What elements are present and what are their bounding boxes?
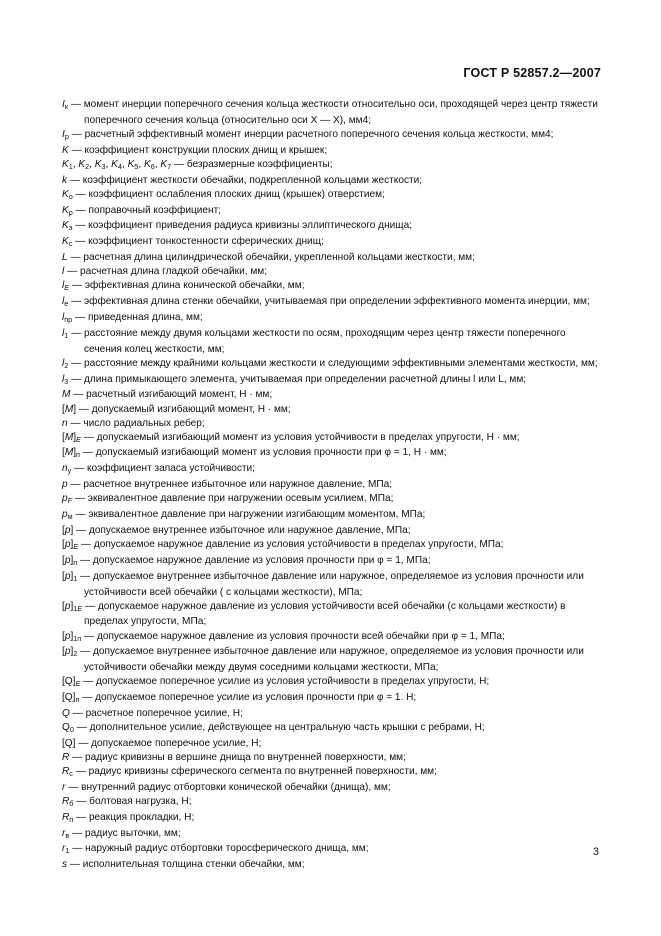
definition-item: $r_1$ — наружный радиус отбортовки торосферического днища, мм; — [62, 843, 369, 856]
definition-item: $R_п$ — реакция прокладки, Н; — [62, 811, 195, 824]
definition-item: $R_с$ — радиус кривизны сферического сегмента по внутренней поверхности, мм; — [62, 766, 437, 778]
definition-item: n — число радиальных ребер; — [62, 417, 205, 429]
definition-item: M — расчетный изгибающий момент, Н · мм; — [62, 389, 273, 401]
definition-item: s — исполнительная толщина стенки обечайки, мм; — [62, 859, 305, 871]
definition-item: L — расчетная длина цилиндрической обечайки, укрепленной кольцами жесткости, мм; — [62, 252, 475, 264]
definition-item: K — коэффициент конструкции плоских днищ и крышек; — [62, 144, 328, 156]
definition-item: $[p]_{1п}$ — допускаемое наружное давление из условия прочности всей обечайки при φ = 1, МПа; — [62, 630, 505, 643]
definition-item: $l_{пр}$ — приведенная длина, мм; — [62, 311, 203, 324]
definition-item: [Q]E — допускаемое поперечное усилие из условия устойчивости в пределах упругости, Н; — [62, 676, 490, 689]
definition-item: lE — эффективная длина конической обечайки, мм; — [62, 280, 305, 293]
definition-item: $[p]_2$ — допускаемое внутреннее избыточное давление или наружное, определяемое из условия прочности или устойчивости обечайки между двумя соседними кольцами жесткости, МПа; — [62, 646, 584, 674]
definition-item: k — коэффициент жесткости обечайки, подкрепленной кольцами жесткости; — [62, 174, 423, 186]
definition-item: $p_м$ — эквивалентное давление при нагружении изгибающим моментом, МПа; — [62, 509, 426, 521]
definition-item: [Q] — допускаемое поперечное усилие, Н; — [62, 737, 262, 749]
definition-item: $[M]_п$ — допускаемый изгибающий момент из условия прочности при φ = 1, Н · мм; — [62, 447, 447, 460]
definition-item: [p] — допускаемое внутреннее избыточное или наружное давление, МПа; — [62, 524, 411, 536]
definition-item: pF — эквивалентное давление при нагружении осевым усилием, МПа; — [62, 493, 394, 506]
definition-item: r — внутренний радиус отбортовки конической обечайки (днища), мм; — [62, 781, 391, 793]
definition-item: [p]E — допускаемое наружное давление из условия устойчивости в пределах упругости, МПа; — [62, 538, 504, 551]
definition-item: $I_к$ — момент инерции поперечного сечения кольца жесткости относительно оси, проходящей через центр тяжести поперечного сечения кольца (относительно оси X — X), мм4; — [62, 99, 598, 126]
definition-item: $R_б$ — болтовая нагрузка, Н; — [62, 795, 192, 808]
definition-item: $I_р$ — расчетный эффективный момент инерции расчетного поперечного сечения кольца жесткости, мм4; — [62, 128, 554, 141]
definition-item: $[p]_{1E}$ — допускаемое наружное давление из условия устойчивости всей обечайки (с кольцами жесткости) в пределах упругости, МПа; — [62, 600, 566, 628]
definition-item: $l_е$ — эффективная длина стенки обечайки, учитываемая при определении эффективного момента инерции, мм; — [62, 296, 590, 308]
definition-item: [M]E — допускаемый изгибающий момент из условия устойчивости в пределах упругости, Н · мм; — [62, 431, 520, 444]
definition-item: $[Q]_п$ — допускаемое поперечное усилие из условия прочности при φ = 1. Н; — [62, 692, 417, 704]
definition-item: $K_1$, $K_2$, $K_3$, $K_4$, $K_5$, $K_6$, $K_7$ — безразмерные коэффициенты; — [62, 158, 333, 171]
definition-item: $r_в$ — радиус выточки, мм; — [62, 827, 181, 840]
definition-item: $K_о$ — коэффициент ослабления плоских днищ (крышек) отверстием; — [62, 188, 385, 201]
definition-item: $[p]_п$ — допускаемое наружное давление из условия прочности при φ = 1, МПа; — [62, 554, 431, 567]
definition-item: $K_р$ — поправочный коэффициент; — [62, 204, 222, 217]
definition-item: $l_2$ — расстояние между крайними кольцами жесткости и следующими эффективными элементами жесткости, мм; — [62, 357, 598, 370]
standard-header: ГОСТ Р 52857.2—2007 — [463, 66, 601, 80]
definition-item: $l_3$ — длина примыкающего элемента, учитываемая при определении расчетной длины l или L, мм; — [62, 373, 527, 386]
definition-item: p — расчетное внутреннее избыточное или наружное давление, МПа; — [62, 479, 393, 491]
definition-item: $n_у$ — коэффициент запаса устойчивости; — [62, 463, 255, 476]
definition-item: $K_с$ — коэффициент тонкостенности сферических днищ; — [62, 236, 324, 249]
definition-item: l — расчетная длина гладкой обечайки, мм; — [62, 266, 268, 278]
definition-item: [M] — допускаемый изгибающий момент, Н · мм; — [62, 403, 291, 415]
definition-item: $[p]_1$ — допускаемое внутреннее избыточное давление или наружное, определяемое из условия прочности или устойчивости всей обечайки ( с кольцами жесткости), МПа; — [62, 570, 584, 598]
definitions-list — [62, 98, 602, 872]
definition-item: $l_1$ — расстояние между двумя кольцами жесткости по осям, проходящим через центр тяжести поперечного сечения колец жесткости, мм; — [62, 327, 566, 355]
page-number: 3 — [592, 846, 599, 858]
definition-item: $K_э$ — коэффициент приведения радиуса кривизны эллиптического днища; — [62, 220, 413, 233]
definition-item: $Q_0$ — дополнительное усилие, действующее на центральную часть крышки с ребрами, Н; — [62, 722, 485, 734]
definition-item: R — радиус кривизны в вершине днища по внутренней поверхности, мм; — [62, 751, 406, 763]
definition-item: Q — расчетное поперечное усилие, Н; — [62, 708, 243, 719]
